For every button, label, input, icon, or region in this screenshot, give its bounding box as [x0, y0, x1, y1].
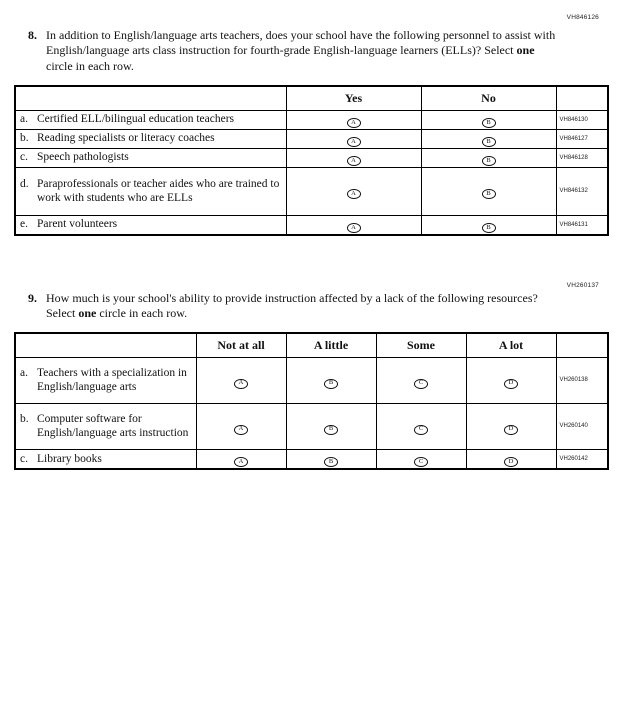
question-9-table — [14, 332, 609, 470]
row-label: c. Library books — [15, 449, 196, 469]
answer-circle-yes[interactable]: A — [347, 156, 361, 166]
table-row-b — [15, 129, 608, 148]
column-header-a-lot: A lot — [466, 333, 556, 357]
question-9-code: VH260137 — [566, 281, 599, 289]
answer-circle-yes[interactable]: A — [347, 223, 361, 233]
answer-circle-a-little[interactable]: B — [324, 425, 338, 435]
row-label: c. Speech pathologists — [15, 148, 286, 167]
row-label: b. Reading specialists or literacy coaches — [15, 129, 286, 148]
answer-circle-yes[interactable]: A — [347, 137, 361, 147]
row-label: e. Parent volunteers — [15, 215, 286, 235]
answer-circle-yes[interactable]: A — [347, 189, 361, 199]
column-header-yes: Yes — [286, 86, 421, 110]
question-8-header-row — [15, 86, 608, 110]
answer-circle-not-at-all[interactable]: A — [234, 425, 248, 435]
table-row-e — [15, 215, 608, 235]
row-code: VH846132 — [556, 167, 608, 215]
question-9-text-before: How much is your school's ability to provide instruction affected by a lack of the following resources? Select — [46, 290, 538, 320]
question-9-text — [46, 291, 558, 322]
answer-circle-not-at-all[interactable]: A — [234, 457, 248, 467]
question-9-number: 9. — [28, 290, 37, 305]
row-label: b. Computer software for English/language arts instruction — [15, 403, 196, 449]
answer-circle-a-little[interactable]: B — [324, 457, 338, 467]
question-8 — [28, 0, 585, 74]
row-label: a. Certified ELL/bilingual education teachers — [15, 110, 286, 129]
row-code: VH260142 — [556, 449, 608, 469]
question-8-bold-word: one — [516, 43, 535, 58]
column-header-some: Some — [376, 333, 466, 357]
table-row-a — [15, 357, 608, 403]
page-code: VH846126 — [566, 14, 599, 21]
row-code: VH260140 — [556, 403, 608, 449]
table-row-c — [15, 449, 608, 469]
answer-circle-a-lot[interactable]: D — [504, 379, 518, 389]
table-row-b — [15, 403, 608, 449]
question-9-header-row — [15, 333, 608, 357]
code-header — [556, 86, 608, 110]
question-9 — [28, 291, 585, 322]
column-header-not-at-all: Not at all — [196, 333, 286, 357]
answer-circle-some[interactable]: C — [414, 425, 428, 435]
row-code: VH846130 — [556, 110, 608, 129]
answer-circle-no[interactable]: B — [482, 156, 496, 166]
question-8-text — [46, 28, 558, 74]
row-code: VH846128 — [556, 148, 608, 167]
answer-circle-some[interactable]: C — [414, 457, 428, 467]
answer-circle-some[interactable]: C — [414, 379, 428, 389]
question-8-text-before: In addition to English/language arts teachers, does your school have the following personnel to assist with English/language arts class instruction for fourth-grade English-language learners (ELLs)? Select — [46, 28, 556, 58]
column-header-a-little: A little — [286, 333, 376, 357]
answer-circle-no[interactable]: B — [482, 118, 496, 128]
answer-circle-no[interactable]: B — [482, 223, 496, 233]
row-code: VH846131 — [556, 215, 608, 235]
row-label: a. Teachers with a specialization in English/language arts — [15, 357, 196, 403]
question-8-number: 8. — [28, 28, 37, 42]
table-row-c — [15, 148, 608, 167]
answer-circle-yes[interactable]: A — [347, 118, 361, 128]
question-9-bold-word: one — [78, 305, 97, 320]
answer-circle-a-lot[interactable]: D — [504, 457, 518, 467]
answer-circle-not-at-all[interactable]: A — [234, 379, 248, 389]
row-label: d. Paraprofessionals or teacher aides who are trained to work with students who are ELLs — [15, 167, 286, 215]
question-9-text-after: circle in each row. — [96, 305, 188, 320]
question-8-table — [14, 85, 609, 236]
answer-circle-a-lot[interactable]: D — [504, 425, 518, 435]
stub-header — [15, 86, 286, 110]
stub-header — [15, 333, 196, 357]
row-code: VH846127 — [556, 129, 608, 148]
table-row-a — [15, 110, 608, 129]
table-row-d — [15, 167, 608, 215]
code-header — [556, 333, 608, 357]
row-code: VH260138 — [556, 357, 608, 403]
column-header-no: No — [421, 86, 556, 110]
answer-circle-no[interactable]: B — [482, 189, 496, 199]
answer-circle-a-little[interactable]: B — [324, 379, 338, 389]
answer-circle-no[interactable]: B — [482, 137, 496, 147]
question-8-text-after: circle in each row. — [46, 58, 134, 73]
